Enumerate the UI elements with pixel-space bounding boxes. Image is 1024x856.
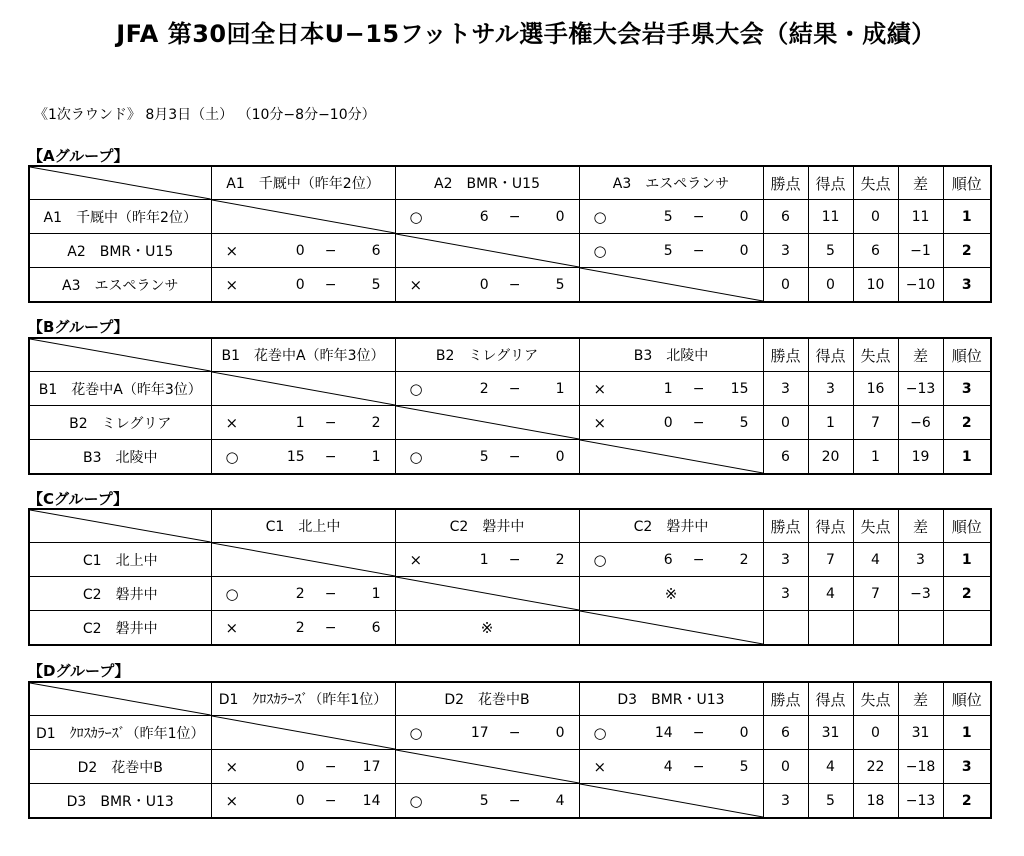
row-team-name: C2 磐井中 (29, 611, 211, 646)
table-row (29, 372, 991, 406)
result-mark: ○ (225, 447, 239, 466)
score-dash: − (324, 758, 337, 775)
match-result (395, 200, 579, 234)
stat-points: 6 (763, 200, 808, 234)
stat-rank: 1 (943, 440, 991, 475)
result-mark: × (225, 241, 239, 260)
score-for: 2 (295, 585, 305, 602)
stat-header: 失点 (853, 682, 898, 716)
stat-header: 順位 (943, 509, 991, 543)
group-table-c (28, 508, 992, 646)
result-mark: ○ (225, 584, 239, 603)
stat-header: 得点 (808, 509, 853, 543)
diagonal-line (212, 543, 395, 576)
column-team-header: A3 エスペランサ (579, 166, 763, 200)
score-against: 6 (371, 619, 381, 636)
stat-goals-against (853, 611, 898, 646)
stat-goals-for: 5 (808, 234, 853, 268)
score-against: 2 (739, 551, 749, 568)
result-mark: × (409, 275, 423, 294)
table-header-row (29, 166, 991, 200)
column-team-header: B1 花巻中A（昨年3位） (211, 338, 395, 372)
row-team-name: B2 ミレグリア (29, 406, 211, 440)
stat-points: 6 (763, 440, 808, 475)
score-against: 0 (739, 724, 749, 741)
score-against: 2 (371, 414, 381, 431)
score-against: 0 (555, 208, 565, 225)
score-dash: − (692, 208, 705, 225)
score-dash: − (692, 758, 705, 775)
stat-rank: 2 (943, 234, 991, 268)
row-team-name: C1 北上中 (29, 543, 211, 577)
group-table-b (28, 337, 992, 475)
stat-goals-for: 0 (808, 268, 853, 303)
score-for: 5 (479, 448, 489, 465)
match-result (579, 750, 763, 784)
score-against: 6 (371, 242, 381, 259)
stat-rank: 1 (943, 716, 991, 750)
column-team-header: B2 ミレグリア (395, 338, 579, 372)
self-match-cell (395, 750, 579, 784)
result-mark: × (593, 413, 607, 432)
diagonal-line (396, 577, 579, 610)
score-dash: − (324, 414, 337, 431)
stat-points (763, 611, 808, 646)
score-against: 5 (739, 414, 749, 431)
score-dash: − (692, 551, 705, 568)
stat-rank: 3 (943, 750, 991, 784)
match-result (395, 372, 579, 406)
column-team-header: D1 ｸﾛｽｶﾗｰｽﾞ（昨年1位） (211, 682, 395, 716)
score-for: 14 (654, 724, 673, 741)
stat-goal-difference: −10 (898, 268, 943, 303)
stat-rank: 2 (943, 577, 991, 611)
table-row (29, 716, 991, 750)
self-match-cell (579, 440, 763, 475)
match-result (211, 784, 395, 819)
corner-cell (29, 338, 211, 372)
stat-header: 失点 (853, 166, 898, 200)
stat-points: 3 (763, 372, 808, 406)
page-title: JFA 第30回全日本U−15フットサル選手権大会岩手県大会（結果・成績） (116, 20, 936, 48)
row-team-name: A2 BMR・U15 (29, 234, 211, 268)
group-label-d: 【Dグループ】 (28, 662, 130, 680)
match-result (211, 440, 395, 475)
score-for: 6 (663, 551, 673, 568)
match-result (395, 716, 579, 750)
stat-points: 6 (763, 716, 808, 750)
score-against: 14 (362, 792, 381, 809)
column-team-header: D3 BMR・U13 (579, 682, 763, 716)
stat-goals-against: 4 (853, 543, 898, 577)
diagonal-line (30, 339, 211, 371)
table-header-row (29, 509, 991, 543)
stat-header: 得点 (808, 338, 853, 372)
group-label-c: 【Cグループ】 (28, 490, 128, 508)
stat-goal-difference: −1 (898, 234, 943, 268)
stat-rank: 2 (943, 406, 991, 440)
score-against: 5 (555, 276, 565, 293)
self-match-cell (211, 200, 395, 234)
stat-goals-against: 6 (853, 234, 898, 268)
diagonal-line (580, 268, 763, 301)
stat-rank: 2 (943, 784, 991, 819)
stat-goals-against: 16 (853, 372, 898, 406)
score-against: 0 (739, 208, 749, 225)
corner-cell (29, 682, 211, 716)
stat-goal-difference: −6 (898, 406, 943, 440)
diagonal-line (580, 611, 763, 644)
stat-goals-for: 7 (808, 543, 853, 577)
stat-header: 勝点 (763, 509, 808, 543)
table-row (29, 406, 991, 440)
stat-header: 順位 (943, 166, 991, 200)
stat-goals-for: 4 (808, 750, 853, 784)
score-dash: − (324, 242, 337, 259)
result-mark: ○ (593, 723, 607, 742)
corner-cell (29, 509, 211, 543)
score-dash: − (508, 792, 521, 809)
diagonal-line (30, 510, 211, 542)
table-row (29, 200, 991, 234)
stat-goal-difference: 11 (898, 200, 943, 234)
result-mark: × (225, 413, 239, 432)
score-dash: − (508, 276, 521, 293)
stat-goal-difference: 19 (898, 440, 943, 475)
score-against: 1 (371, 585, 381, 602)
stat-header: 順位 (943, 338, 991, 372)
score-dash: − (508, 551, 521, 568)
diagonal-line (396, 234, 579, 267)
row-team-name: C2 磐井中 (29, 577, 211, 611)
stat-header: 勝点 (763, 682, 808, 716)
stat-rank (943, 611, 991, 646)
match-result (579, 543, 763, 577)
column-team-header: A2 BMR・U15 (395, 166, 579, 200)
group-label-a: 【Aグループ】 (28, 147, 129, 165)
match-result (211, 234, 395, 268)
match-result (211, 406, 395, 440)
score-for: 1 (663, 380, 673, 397)
table-row (29, 234, 991, 268)
result-mark: ○ (409, 447, 423, 466)
stat-points: 0 (763, 406, 808, 440)
score-for: 2 (479, 380, 489, 397)
score-against: 0 (555, 448, 565, 465)
stat-goals-against: 7 (853, 406, 898, 440)
diagonal-line (396, 750, 579, 783)
stat-goals-for: 20 (808, 440, 853, 475)
column-team-header: C2 磐井中 (579, 509, 763, 543)
diagonal-line (580, 440, 763, 473)
score-for: 15 (286, 448, 305, 465)
stat-header: 得点 (808, 166, 853, 200)
match-result (395, 268, 579, 303)
match-result (395, 440, 579, 475)
self-match-cell (579, 268, 763, 303)
match-result (211, 268, 395, 303)
stat-goals-against: 10 (853, 268, 898, 303)
result-mark: × (593, 379, 607, 398)
row-team-name: D3 BMR・U13 (29, 784, 211, 819)
stat-header: 勝点 (763, 166, 808, 200)
diagonal-line (30, 683, 211, 715)
stat-goals-for (808, 611, 853, 646)
score-dash: − (324, 448, 337, 465)
self-match-cell (395, 234, 579, 268)
stat-goals-for: 1 (808, 406, 853, 440)
column-team-header: C1 北上中 (211, 509, 395, 543)
score-against: 1 (555, 380, 565, 397)
table-row (29, 750, 991, 784)
stat-goal-difference (898, 611, 943, 646)
stat-goals-against: 0 (853, 716, 898, 750)
stat-points: 3 (763, 234, 808, 268)
table-row (29, 611, 991, 646)
stat-header: 得点 (808, 682, 853, 716)
score-for: 0 (295, 792, 305, 809)
stat-goals-for: 31 (808, 716, 853, 750)
diagonal-line (212, 372, 395, 405)
result-mark: × (225, 757, 239, 776)
stat-points: 0 (763, 750, 808, 784)
result-mark: ○ (593, 550, 607, 569)
score-against: 2 (555, 551, 565, 568)
score-dash: − (508, 208, 521, 225)
round-info: 《1次ラウンド》 8月3日（土） （10分−8分−10分） (34, 107, 376, 123)
stat-header: 失点 (853, 338, 898, 372)
score-for: 17 (470, 724, 489, 741)
diagonal-line (212, 716, 395, 749)
score-for: 0 (295, 758, 305, 775)
table-row (29, 268, 991, 303)
score-dash: − (324, 792, 337, 809)
stat-goal-difference: −13 (898, 784, 943, 819)
match-result (579, 716, 763, 750)
score-for: 1 (479, 551, 489, 568)
score-against: 0 (555, 724, 565, 741)
score-for: 2 (295, 619, 305, 636)
match-result (579, 406, 763, 440)
score-for: 0 (295, 242, 305, 259)
score-against: 5 (739, 758, 749, 775)
score-against: 0 (739, 242, 749, 259)
result-mark: ○ (409, 723, 423, 742)
result-mark: ○ (409, 379, 423, 398)
match-result (211, 750, 395, 784)
self-match-cell (579, 611, 763, 646)
stat-rank: 1 (943, 543, 991, 577)
match-result (579, 234, 763, 268)
self-match-cell (579, 784, 763, 819)
score-against: 1 (371, 448, 381, 465)
result-mark: × (225, 618, 239, 637)
stat-goals-against: 1 (853, 440, 898, 475)
score-for: 1 (295, 414, 305, 431)
result-mark: ○ (409, 791, 423, 810)
stat-goal-difference: 3 (898, 543, 943, 577)
score-dash: − (692, 724, 705, 741)
result-mark: × (225, 791, 239, 810)
stat-header: 勝点 (763, 338, 808, 372)
score-dash: − (692, 242, 705, 259)
diagonal-line (212, 200, 395, 233)
column-team-header: C2 磐井中 (395, 509, 579, 543)
stat-goals-against: 18 (853, 784, 898, 819)
row-team-name: A3 エスペランサ (29, 268, 211, 303)
table-row (29, 543, 991, 577)
score-against: 5 (371, 276, 381, 293)
stat-goals-for: 5 (808, 784, 853, 819)
group-table-d (28, 681, 992, 819)
stat-points: 3 (763, 543, 808, 577)
score-dash: − (324, 276, 337, 293)
result-mark: ○ (593, 207, 607, 226)
score-for: 0 (479, 276, 489, 293)
stat-goal-difference: 31 (898, 716, 943, 750)
result-mark: × (225, 275, 239, 294)
table-header-row (29, 682, 991, 716)
column-team-header: B3 北陵中 (579, 338, 763, 372)
match-result (579, 200, 763, 234)
stat-goal-difference: −18 (898, 750, 943, 784)
score-against: 4 (555, 792, 565, 809)
row-team-name: D2 花巻中B (29, 750, 211, 784)
score-dash: − (692, 380, 705, 397)
self-match-cell (211, 543, 395, 577)
score-dash: − (324, 585, 337, 602)
column-team-header: A1 千厩中（昨年2位） (211, 166, 395, 200)
stat-goal-difference: −3 (898, 577, 943, 611)
self-match-cell (211, 372, 395, 406)
score-for: 5 (663, 242, 673, 259)
stat-points: 3 (763, 577, 808, 611)
self-match-cell (395, 577, 579, 611)
result-mark: ○ (593, 241, 607, 260)
stat-goals-for: 11 (808, 200, 853, 234)
row-team-name: D1 ｸﾛｽｶﾗｰｽﾞ（昨年1位） (29, 716, 211, 750)
stat-points: 3 (763, 784, 808, 819)
stat-goal-difference: −13 (898, 372, 943, 406)
stat-rank: 3 (943, 372, 991, 406)
match-result (211, 611, 395, 646)
table-row (29, 577, 991, 611)
stat-points: 0 (763, 268, 808, 303)
group-table-a (28, 165, 992, 303)
match-result (579, 372, 763, 406)
match-result (395, 784, 579, 819)
score-for: 0 (295, 276, 305, 293)
stat-header: 差 (898, 509, 943, 543)
stat-header: 失点 (853, 509, 898, 543)
row-team-name: B1 花巻中A（昨年3位） (29, 372, 211, 406)
table-header-row (29, 338, 991, 372)
stat-header: 順位 (943, 682, 991, 716)
result-mark: × (409, 550, 423, 569)
stat-header: 差 (898, 166, 943, 200)
stat-goals-against: 7 (853, 577, 898, 611)
stat-header: 差 (898, 338, 943, 372)
group-label-b: 【Bグループ】 (28, 318, 129, 336)
self-match-cell (395, 406, 579, 440)
stat-goals-against: 22 (853, 750, 898, 784)
table-row (29, 440, 991, 475)
match-result (395, 543, 579, 577)
score-dash: − (692, 414, 705, 431)
score-for: 6 (479, 208, 489, 225)
stat-goals-against: 0 (853, 200, 898, 234)
corner-cell (29, 166, 211, 200)
column-team-header: D2 花巻中B (395, 682, 579, 716)
score-dash: − (508, 448, 521, 465)
match-note: ※ (579, 577, 763, 611)
diagonal-line (580, 784, 763, 817)
score-dash: − (508, 380, 521, 397)
stat-header: 差 (898, 682, 943, 716)
row-team-name: B3 北陵中 (29, 440, 211, 475)
row-team-name: A1 千厩中（昨年2位） (29, 200, 211, 234)
stat-rank: 3 (943, 268, 991, 303)
score-dash: − (324, 619, 337, 636)
stat-goals-for: 4 (808, 577, 853, 611)
score-against: 17 (362, 758, 381, 775)
result-mark: ○ (409, 207, 423, 226)
diagonal-line (396, 406, 579, 439)
score-against: 15 (730, 380, 749, 397)
stat-rank: 1 (943, 200, 991, 234)
match-result (211, 577, 395, 611)
diagonal-line (30, 167, 211, 199)
score-for: 5 (479, 792, 489, 809)
score-for: 5 (663, 208, 673, 225)
score-dash: − (508, 724, 521, 741)
match-note: ※ (395, 611, 579, 646)
table-row (29, 784, 991, 819)
score-for: 4 (663, 758, 673, 775)
stat-goals-for: 3 (808, 372, 853, 406)
self-match-cell (211, 716, 395, 750)
result-mark: × (593, 757, 607, 776)
score-for: 0 (663, 414, 673, 431)
